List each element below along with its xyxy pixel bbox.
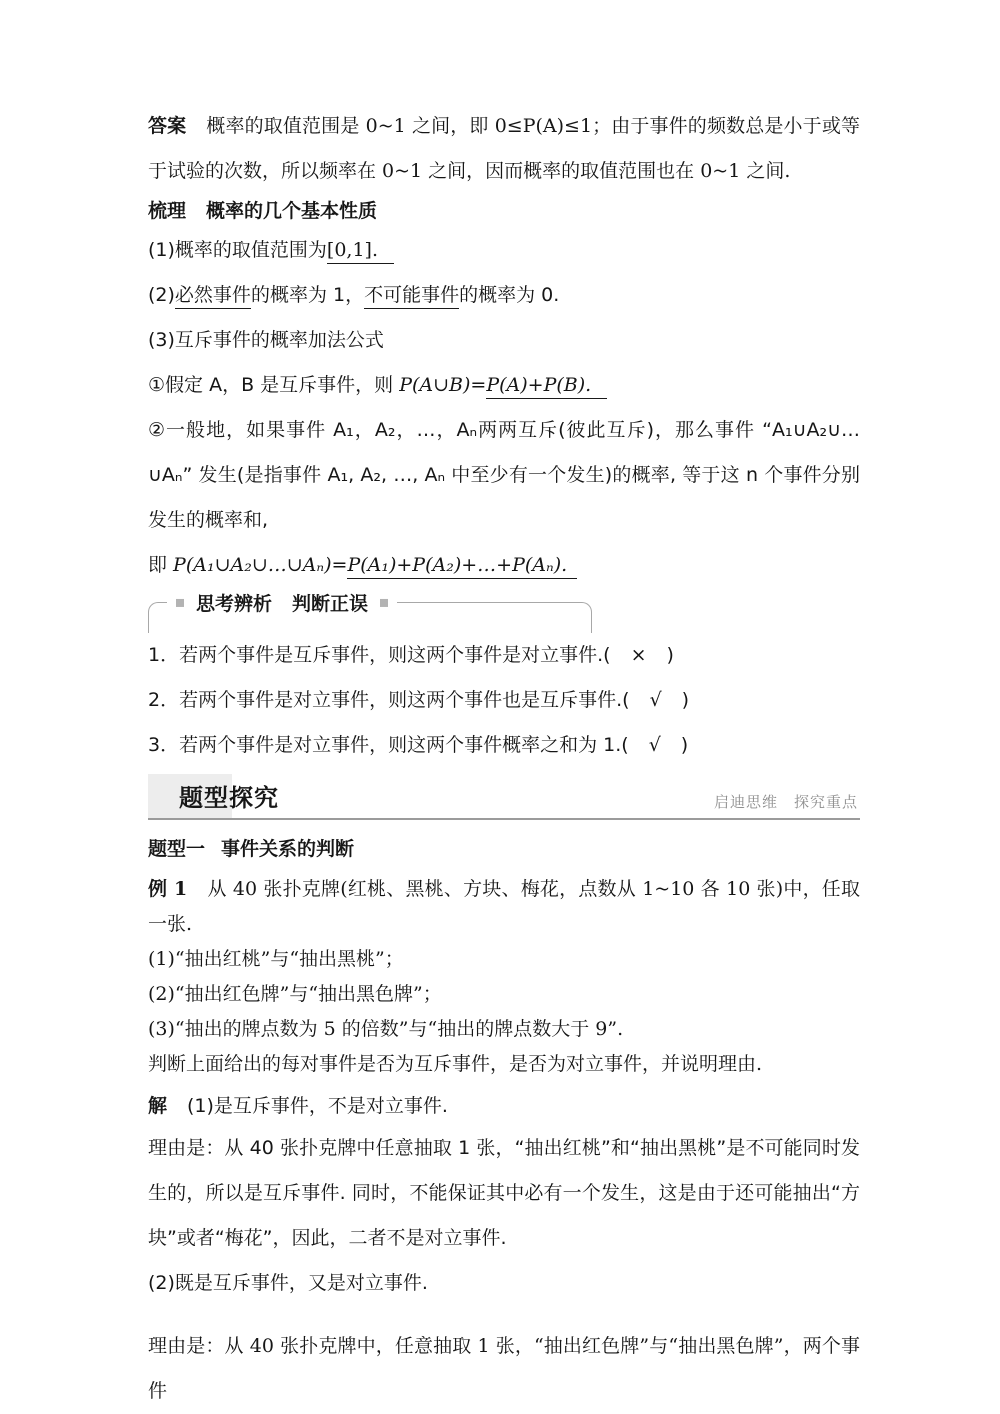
item2-suffix: 的概率为 0. bbox=[459, 284, 560, 306]
section-title: 题型探究 bbox=[179, 784, 279, 812]
judge-1-close: ) bbox=[666, 644, 674, 666]
judge-1-mark: × bbox=[630, 644, 647, 666]
example-label: 例 1 bbox=[148, 878, 188, 900]
judge-2-mark: √ bbox=[649, 689, 662, 711]
example-question-3 bbox=[148, 1012, 860, 1047]
topic-label: 题型一 bbox=[148, 838, 206, 860]
solution-part-1 bbox=[148, 1086, 860, 1126]
prompt-text: 判断上面给出的每对事件是否为互斥事件，是否为对立事件，并说明理由. bbox=[148, 1053, 763, 1075]
summary-formula-1 bbox=[148, 363, 860, 408]
circ1-blank: P(A)+P(B). bbox=[486, 374, 607, 399]
judge-item-1 bbox=[148, 633, 860, 678]
example-prompt bbox=[148, 1047, 860, 1082]
summary-item-3 bbox=[148, 318, 860, 363]
square-bullet-icon bbox=[176, 598, 184, 606]
judge-3-close: ) bbox=[680, 734, 689, 756]
item3-text: (3)互斥事件的概率加法公式 bbox=[148, 329, 384, 351]
example-text: 从 40 张扑克牌(红桃、黑桃、方块、梅花，点数从 1~10 各 10 张)中，任取一张. bbox=[148, 878, 860, 935]
think-label-2: 判断正误 bbox=[292, 592, 369, 615]
item2-mid: 的概率为 1， bbox=[250, 284, 365, 306]
reason-2-text: 理由是：从 40 张扑克牌中，任意抽取 1 张，“抽出红色牌”与“抽出黑色牌”，两个事件 bbox=[148, 1335, 860, 1402]
judge-3-text: 3．若两个事件是对立事件，则这两个事件概率之和为 1. bbox=[148, 734, 622, 756]
example-question-1 bbox=[148, 942, 860, 977]
judge-item-2 bbox=[148, 678, 860, 723]
question-1-text: (1)“抽出红桃”与“抽出黑桃”； bbox=[148, 948, 404, 970]
item2-blank-2: 不可能事件 bbox=[364, 284, 459, 309]
reason-1-text: 理由是：从 40 张扑克牌中任意抽取 1 张，“抽出红桃”和“抽出黑桃”是不可能同时发生的，所以是互斥事件. 同时，不能保证其中必有一个发生，这是由于还可能抽出“方块”或者“梅花”，因此，二者不是对立事件. bbox=[148, 1137, 860, 1249]
judge-2-text: 2．若两个事件是对立事件，则这两个事件也是互斥事件. bbox=[148, 689, 623, 711]
judge-item-3 bbox=[148, 723, 860, 768]
summary-formula-2-result bbox=[148, 543, 860, 588]
answer-paragraph bbox=[148, 104, 860, 194]
topic-heading bbox=[148, 832, 860, 866]
circ2-text: ②一般地，如果事件 A₁，A₂，…，Aₙ两两互斥(彼此互斥)，那么事件 “A₁∪A₂∪…∪Aₙ” 发生(是指事件 A₁, A₂, …, Aₙ 中至少有一个发生)的概率, 等于这 n 个事件分别发生的概率和, bbox=[148, 419, 860, 531]
summary-formula-2 bbox=[148, 408, 860, 543]
solution-part-2-text: (2)既是互斥事件，又是对立事件. bbox=[148, 1272, 428, 1294]
square-bullet-icon bbox=[380, 598, 388, 606]
think-discern-labels bbox=[167, 589, 397, 616]
item2-prefix: (2) bbox=[148, 284, 175, 306]
solution-reason-2 bbox=[148, 1324, 860, 1414]
solution-reason-1 bbox=[148, 1126, 860, 1261]
judge-3-mark: √ bbox=[648, 734, 661, 756]
item1-blank: [0,1]. bbox=[327, 239, 394, 264]
section-subtitle: 启迪思维 探究重点 bbox=[713, 793, 858, 811]
example-question-2 bbox=[148, 977, 860, 1012]
question-3-text: (3)“抽出的牌点数为 5 的倍数”与“抽出的牌点数大于 9”. bbox=[148, 1018, 624, 1040]
judge-1-open: ( bbox=[603, 644, 611, 666]
ji-math: P(A₁∪A₂∪…∪Aₙ)= bbox=[173, 554, 348, 576]
topic-title: 事件关系的判断 bbox=[221, 838, 355, 860]
example-statement bbox=[148, 872, 860, 942]
solution-part-2 bbox=[148, 1261, 860, 1306]
judge-3-open: ( bbox=[621, 734, 629, 756]
summary-title: 概率的几个基本性质 bbox=[206, 200, 378, 222]
section-header bbox=[148, 772, 860, 820]
think-discern-box bbox=[148, 592, 592, 633]
summary-heading bbox=[148, 194, 860, 228]
judge-1-text: 1．若两个事件是互斥事件，则这两个事件是对立事件. bbox=[148, 644, 604, 666]
summary-label: 梳理 bbox=[148, 200, 187, 222]
ji-text: 即 bbox=[148, 554, 174, 576]
ji-blank: P(A₁)+P(A₂)+…+P(Aₙ). bbox=[347, 554, 577, 579]
judge-2-open: ( bbox=[622, 689, 630, 711]
item1-text: (1)概率的取值范围为 bbox=[148, 239, 327, 261]
summary-item-1 bbox=[148, 228, 860, 273]
item2-blank-1: 必然事件 bbox=[175, 284, 251, 309]
solution-part-1-text: (1)是互斥事件，不是对立事件. bbox=[187, 1095, 448, 1117]
circ1-text: ①假定 A，B 是互斥事件，则 bbox=[148, 374, 400, 396]
circ1-math: P(A∪B)= bbox=[399, 374, 487, 396]
think-label-1: 思考辨析 bbox=[196, 592, 273, 615]
answer-label: 答案 bbox=[148, 115, 187, 137]
summary-item-2 bbox=[148, 273, 860, 318]
judge-2-close: ) bbox=[681, 689, 690, 711]
answer-text: 概率的取值范围是 0~1 之间，即 0≤P(A)≤1；由于事件的频数总是小于或等于试验的次数，所以频率在 0~1 之间，因而概率的取值范围也在 0~1 之间. bbox=[148, 115, 860, 182]
solution-label: 解 bbox=[148, 1095, 168, 1117]
question-2-text: (2)“抽出红色牌”与“抽出黑色牌”； bbox=[148, 983, 442, 1005]
